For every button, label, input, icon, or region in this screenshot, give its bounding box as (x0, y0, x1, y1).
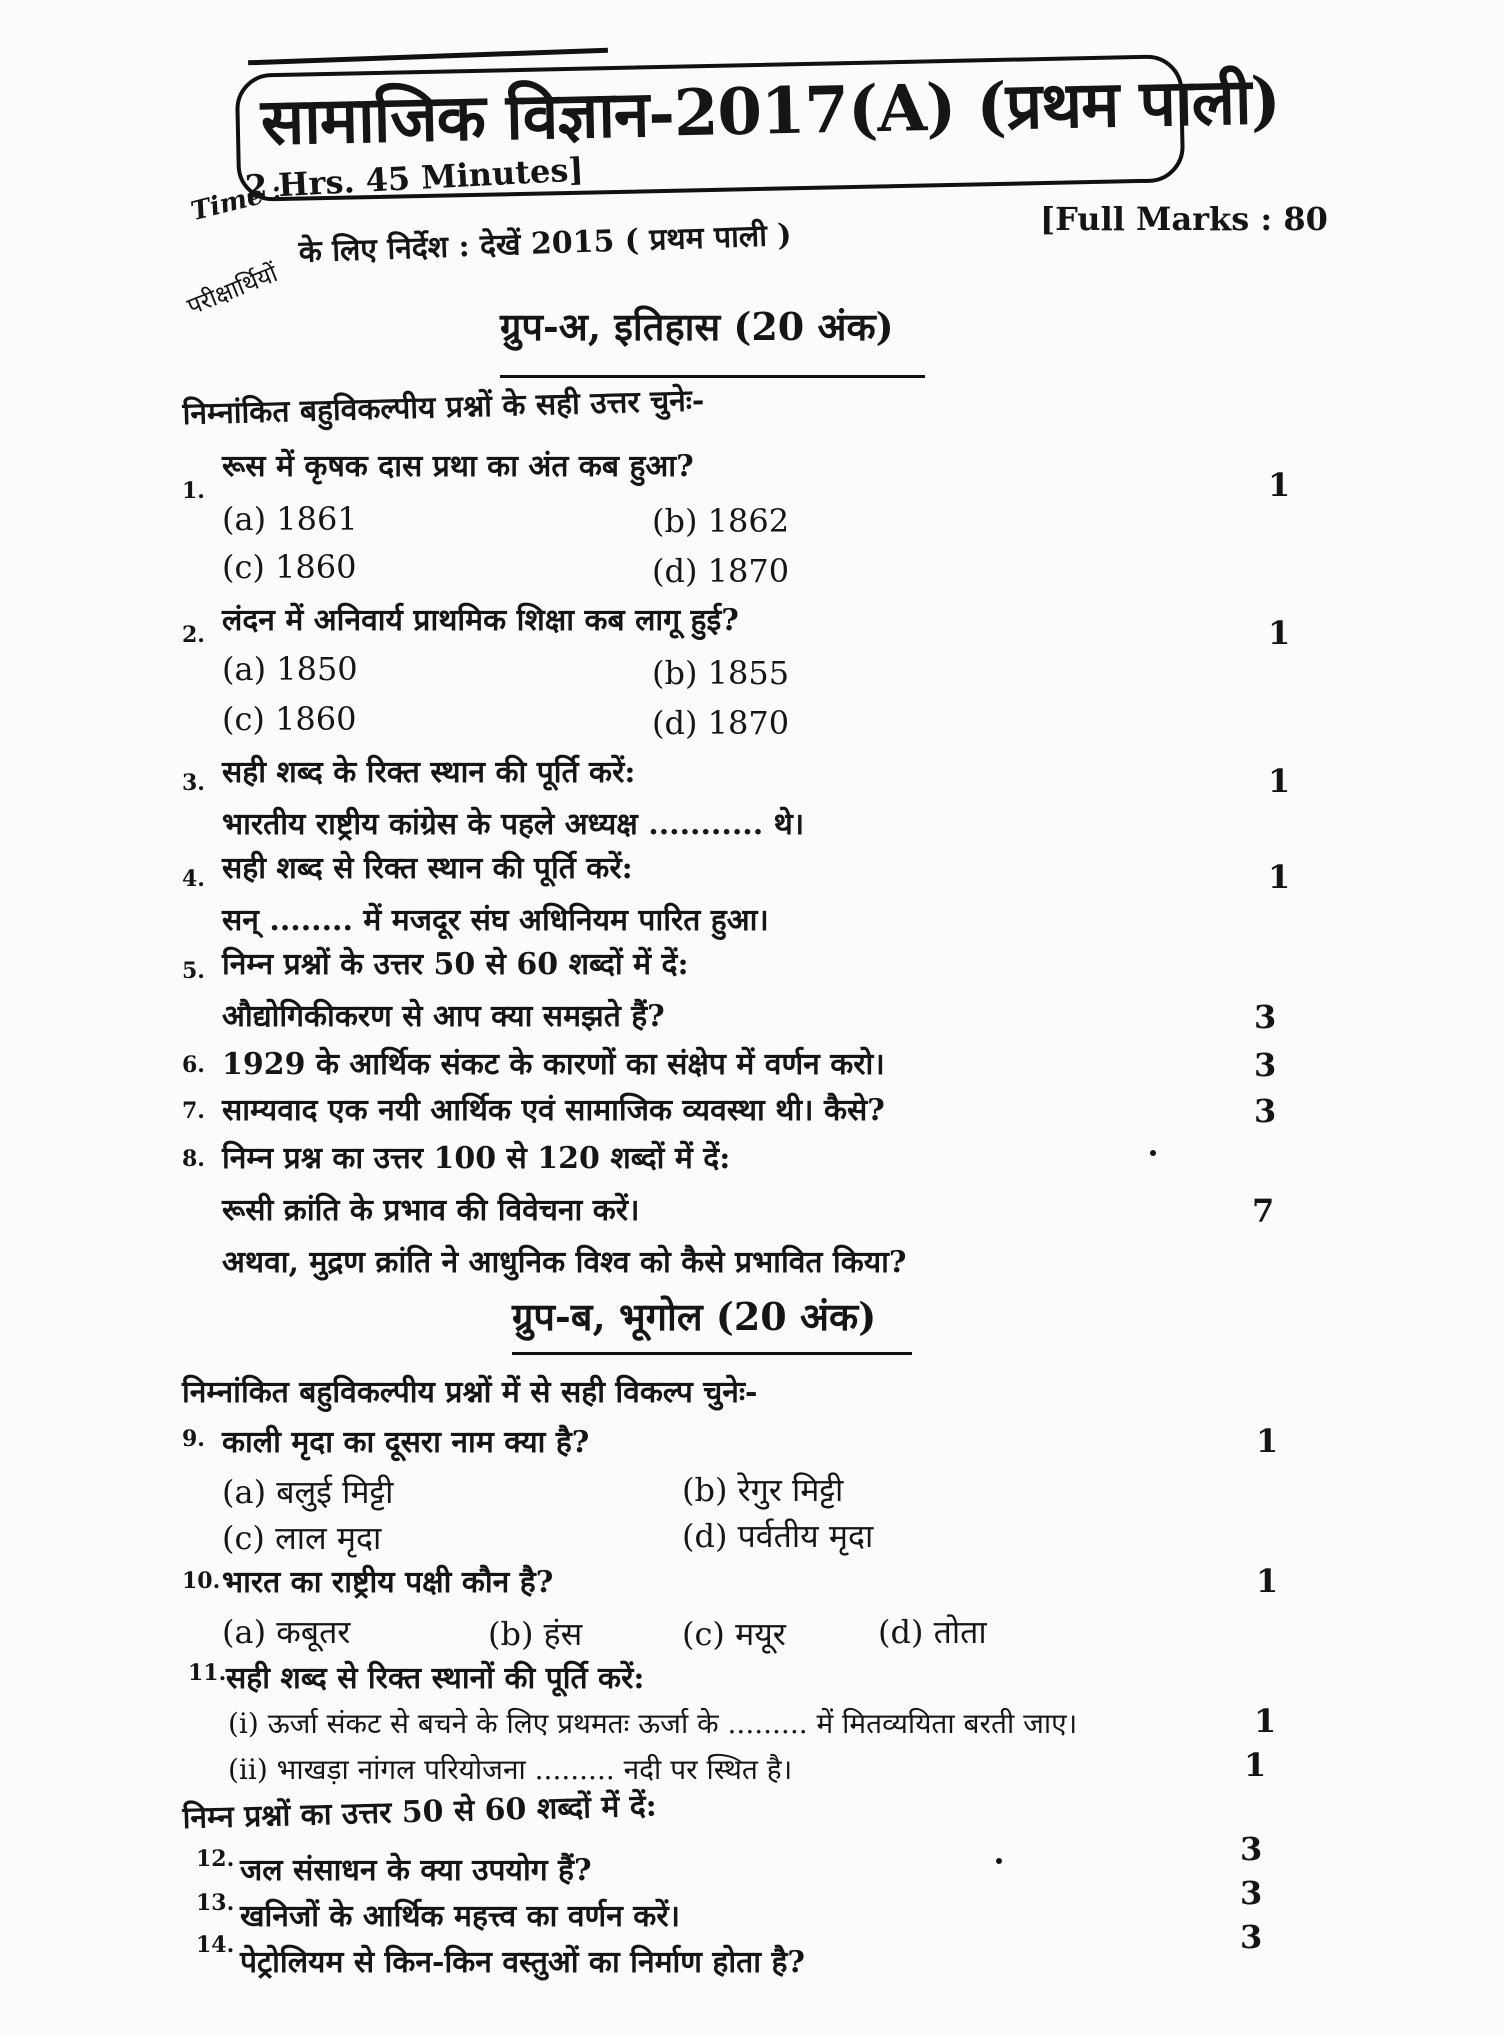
group-b-heading: ग्रुप-ब, भूगोल (20 अंक) (512, 1294, 877, 1339)
q3-blank-line: भारतीय राष्ट्रीय कांग्रेस के पहले अध्यक्ष ........... थे। (222, 807, 805, 842)
q5-question: औद्योगिकीकरण से आप क्या समझते हैं? (222, 999, 665, 1034)
q8-question: रूसी क्रांति के प्रभाव की विवेचना करें। (222, 1193, 640, 1228)
q4-blank-line: सन् ........ में मजदूर संघ अधिनियम पारित हुआ। (222, 903, 769, 938)
q10-mark: 1 (1256, 1562, 1279, 1600)
q14-mark: 3 (1240, 1918, 1263, 1956)
group-a-heading: ग्रुप-अ, इतिहास (20 अंक) (500, 304, 894, 349)
q12-text: जल संसाधन के क्या उपयोग हैं? (240, 1853, 592, 1888)
q3-number: 3. (182, 770, 205, 796)
q11-number: 11. (188, 1660, 227, 1686)
q1-number: 1. (182, 478, 205, 504)
q9-mark: 1 (1256, 1422, 1279, 1460)
q4-text: सही शब्द से रिक्त स्थान की पूर्ति करें: (222, 851, 633, 886)
q14-number: 14. (196, 1932, 235, 1958)
group-b-intro: निम्नांकित बहुविकल्पीय प्रश्नों में से सही विकल्प चुनेः- (182, 1375, 758, 1410)
q9-number: 9. (182, 1426, 205, 1452)
q1-option-c: (c) 1860 (222, 548, 357, 586)
q6-text: 1929 के आर्थिक संकट के कारणों का संक्षेप में वर्णन करो। (222, 1047, 885, 1082)
q9-option-a: (a) बलुई मिट्टी (222, 1473, 394, 1511)
q11-part-ii: (ii) भाखड़ा नांगल परियोजना ......... नदी पर स्थित है। (228, 1753, 793, 1786)
q2-option-d: (d) 1870 (652, 704, 790, 742)
q1-option-a: (a) 1861 (222, 500, 358, 538)
group-b-intro-short-answer: निम्न प्रश्नों का उत्तर 50 से 60 शब्दों में दें: (182, 1788, 658, 1836)
q2-option-a: (a) 1850 (222, 650, 358, 688)
q7-number: 7. (182, 1098, 205, 1124)
time-value: 2 Hrs. 45 Minutes] (244, 150, 585, 206)
q1-option-b: (b) 1862 (652, 502, 790, 540)
q9-option-d: (d) पर्वतीय मृदा (682, 1517, 874, 1555)
q2-number: 2. (182, 622, 205, 648)
q5-number: 5. (182, 958, 205, 984)
q10-text: भारत का राष्ट्रीय पक्षी कौन है? (222, 1565, 554, 1600)
q10-option-c: (c) मयूर (682, 1615, 786, 1653)
group-b-underline (512, 1352, 912, 1355)
q12-mark: 3 (1240, 1830, 1263, 1868)
q14-text: पेट्रोलियम से किन-किन वस्तुओं का निर्माण होता है? (240, 1945, 805, 1980)
q8-alternative: अथवा, मुद्रण क्रांति ने आधुनिक विश्व को कैसे प्रभावित किया? (222, 1245, 907, 1280)
q2-mark: 1 (1268, 614, 1291, 652)
q6-number: 6. (182, 1052, 205, 1078)
stray-mark-2 (996, 1858, 1002, 1864)
q10-option-d: (d) तोता (878, 1613, 987, 1651)
page-title: सामाजिक विज्ञान-2017(A) (प्रथम पाली) (260, 63, 1281, 160)
q6-mark: 3 (1254, 1046, 1277, 1084)
stray-mark (1150, 1150, 1156, 1156)
q5-text: निम्न प्रश्नों के उत्तर 50 से 60 शब्दों में दें: (222, 947, 689, 982)
q2-option-b: (b) 1855 (652, 654, 790, 692)
full-marks: [Full Marks : 80 (1040, 200, 1328, 238)
q10-option-b: (b) हंस (488, 1615, 583, 1653)
q2-text: लंदन में अनिवार्य प्राथमिक शिक्षा कब लागू हुई? (222, 603, 739, 638)
q3-mark: 1 (1268, 762, 1291, 800)
q12-number: 12. (196, 1846, 235, 1872)
q5-mark: 3 (1254, 998, 1277, 1036)
q1-text: रूस में कृषक दास प्रथा का अंत कब हुआ? (222, 449, 694, 484)
q9-option-c: (c) लाल मृदा (222, 1519, 382, 1557)
q8-text: निम्न प्रश्न का उत्तर 100 से 120 शब्दों में दें: (222, 1141, 731, 1176)
q13-mark: 3 (1240, 1874, 1263, 1912)
q11-part-i: (i) ऊर्जा संकट से बचने के लिए प्रथमतः ऊर्जा के ......... में मितव्ययिता बरती जाए। (228, 1707, 1078, 1740)
q8-mark: 7 (1252, 1192, 1275, 1230)
q13-number: 13. (196, 1890, 235, 1916)
instructions-text: के लिए निर्देश : देखें 2015 ( प्रथम पाली ) (298, 217, 793, 270)
q4-mark: 1 (1268, 858, 1291, 896)
time-label: Time : (188, 175, 285, 228)
q4-number: 4. (182, 866, 205, 892)
q3-text: सही शब्द के रिक्त स्थान की पूर्ति करें: (222, 755, 636, 790)
q7-mark: 3 (1254, 1092, 1277, 1130)
q11-part-i-mark: 1 (1254, 1702, 1277, 1740)
q11-text: सही शब्द से रिक्त स्थानों की पूर्ति करें: (226, 1661, 645, 1696)
q1-mark: 1 (1268, 466, 1291, 504)
title-decoration-line (248, 48, 608, 66)
group-a-intro: निम्नांकित बहुविकल्पीय प्रश्नों के सही उत्तर चुनेः- (182, 383, 705, 432)
q1-option-d: (d) 1870 (652, 552, 790, 590)
q2-option-c: (c) 1860 (222, 700, 357, 738)
q10-number: 10. (182, 1568, 221, 1594)
q9-option-b: (b) रेगुर मिट्टी (682, 1471, 844, 1509)
q13-text: खनिजों के आर्थिक महत्त्व का वर्णन करें। (240, 1899, 680, 1934)
q8-number: 8. (182, 1146, 205, 1172)
q9-text: काली मृदा का दूसरा नाम क्या है? (222, 1425, 590, 1460)
group-a-underline (500, 375, 925, 378)
instructions-label: परीक्षार्थियों (183, 259, 282, 321)
q11-part-ii-mark: 1 (1244, 1746, 1267, 1784)
q10-option-a: (a) कबूतर (222, 1613, 351, 1651)
q7-text: साम्यवाद एक नयी आर्थिक एवं सामाजिक व्यवस्था थी। कैसे? (222, 1093, 885, 1128)
